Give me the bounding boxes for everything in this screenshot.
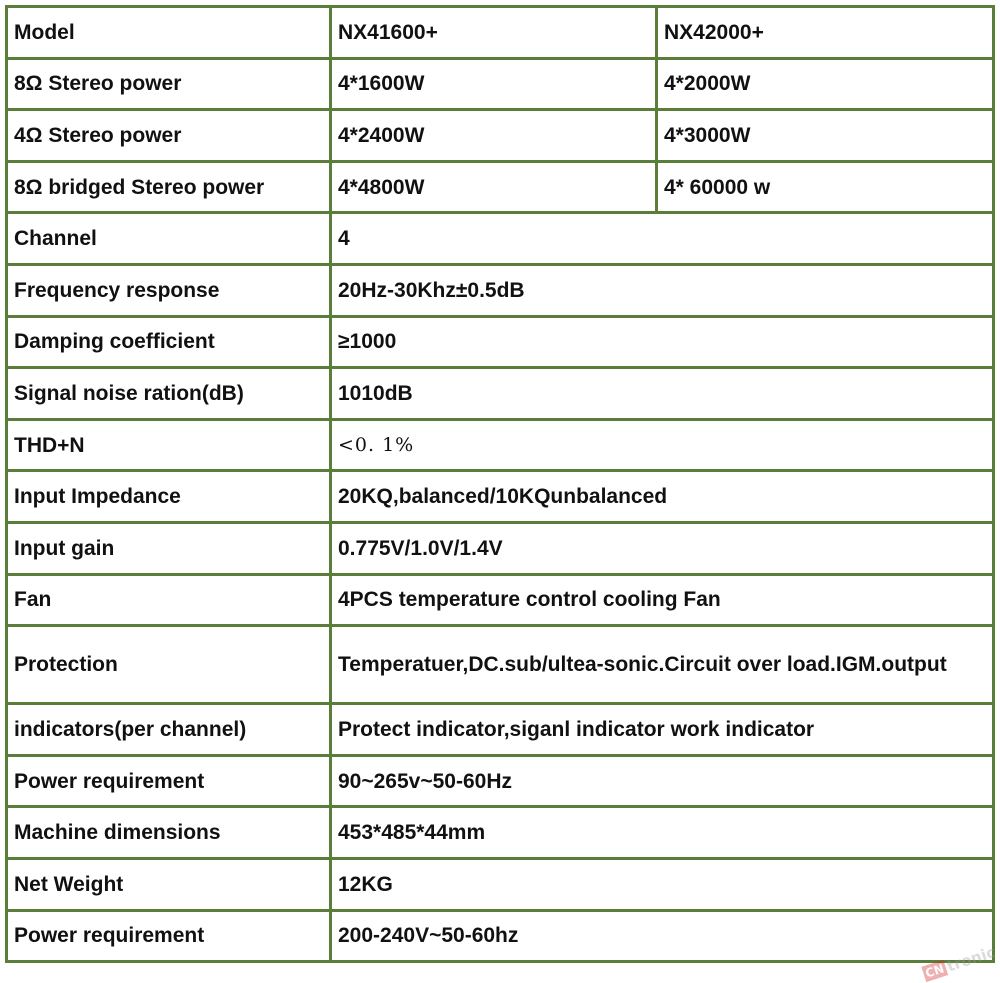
row-value: 200-240V~50-60hz (331, 910, 994, 962)
row-value: 20Hz-30Khz±0.5dB (331, 264, 994, 316)
row-label: indicators(per channel) (7, 704, 331, 756)
row-value: 4* 60000 w (657, 161, 994, 213)
table-row (7, 704, 994, 756)
watermark-text: tronic (944, 942, 997, 976)
row-value: 4*4800W (331, 161, 657, 213)
table-row-model (7, 7, 994, 59)
row-value: 453*485*44mm (331, 807, 994, 859)
row-label: Signal noise ration(dB) (7, 368, 331, 420)
row-value: Protect indicator,siganl indicator work indicator (331, 704, 994, 756)
row-value: ≥1000 (331, 316, 994, 368)
spec-table (5, 5, 995, 963)
table-row (7, 807, 994, 859)
table-row (7, 213, 994, 265)
row-value: 0.775V/1.0V/1.4V (331, 522, 994, 574)
row-label: 4Ω Stereo power (7, 110, 331, 162)
row-label: Net Weight (7, 858, 331, 910)
table-row (7, 161, 994, 213)
table-row (7, 316, 994, 368)
row-value: Temperatuer,DC.sub/ultea-sonic.Circuit over load.IGM.output (331, 626, 994, 704)
table-row (7, 471, 994, 523)
row-label: Channel (7, 213, 331, 265)
table-row (7, 368, 994, 420)
row-label: Input Impedance (7, 471, 331, 523)
table-row (7, 910, 994, 962)
row-label: Protection (7, 626, 331, 704)
row-label: Frequency response (7, 264, 331, 316)
row-label: Machine dimensions (7, 807, 331, 859)
row-label: THD+N (7, 419, 331, 471)
row-label: Damping coefficient (7, 316, 331, 368)
row-label: Model (7, 7, 331, 59)
model-nx42000-cell: NX42000+ (657, 7, 994, 59)
row-value: 4*2400W (331, 110, 657, 162)
model-nx41600-cell: NX41600+ (331, 7, 657, 59)
table-row (7, 858, 994, 910)
row-value: <0. 1% (331, 419, 994, 471)
table-row (7, 264, 994, 316)
row-label: Power requirement (7, 910, 331, 962)
row-value: 4PCS temperature control cooling Fan (331, 574, 994, 626)
row-value: 4*3000W (657, 110, 994, 162)
row-label: Power requirement (7, 755, 331, 807)
table-row (7, 574, 994, 626)
row-value: 20KQ,balanced/10KQunbalanced (331, 471, 994, 523)
table-row (7, 110, 994, 162)
table-row (7, 522, 994, 574)
table-row (7, 755, 994, 807)
table-row (7, 419, 994, 471)
row-value: 4 (331, 213, 994, 265)
table-row (7, 626, 994, 704)
row-value: 1010dB (331, 368, 994, 420)
row-value: 12KG (331, 858, 994, 910)
row-value: 4*1600W (331, 58, 657, 110)
watermark-badge: CN (921, 960, 948, 982)
table-row (7, 58, 994, 110)
row-value: 4*2000W (657, 58, 994, 110)
row-label: 8Ω Stereo power (7, 58, 331, 110)
row-value: 90~265v~50-60Hz (331, 755, 994, 807)
row-label: Fan (7, 574, 331, 626)
row-label: 8Ω bridged Stereo power (7, 161, 331, 213)
row-label: Input gain (7, 522, 331, 574)
